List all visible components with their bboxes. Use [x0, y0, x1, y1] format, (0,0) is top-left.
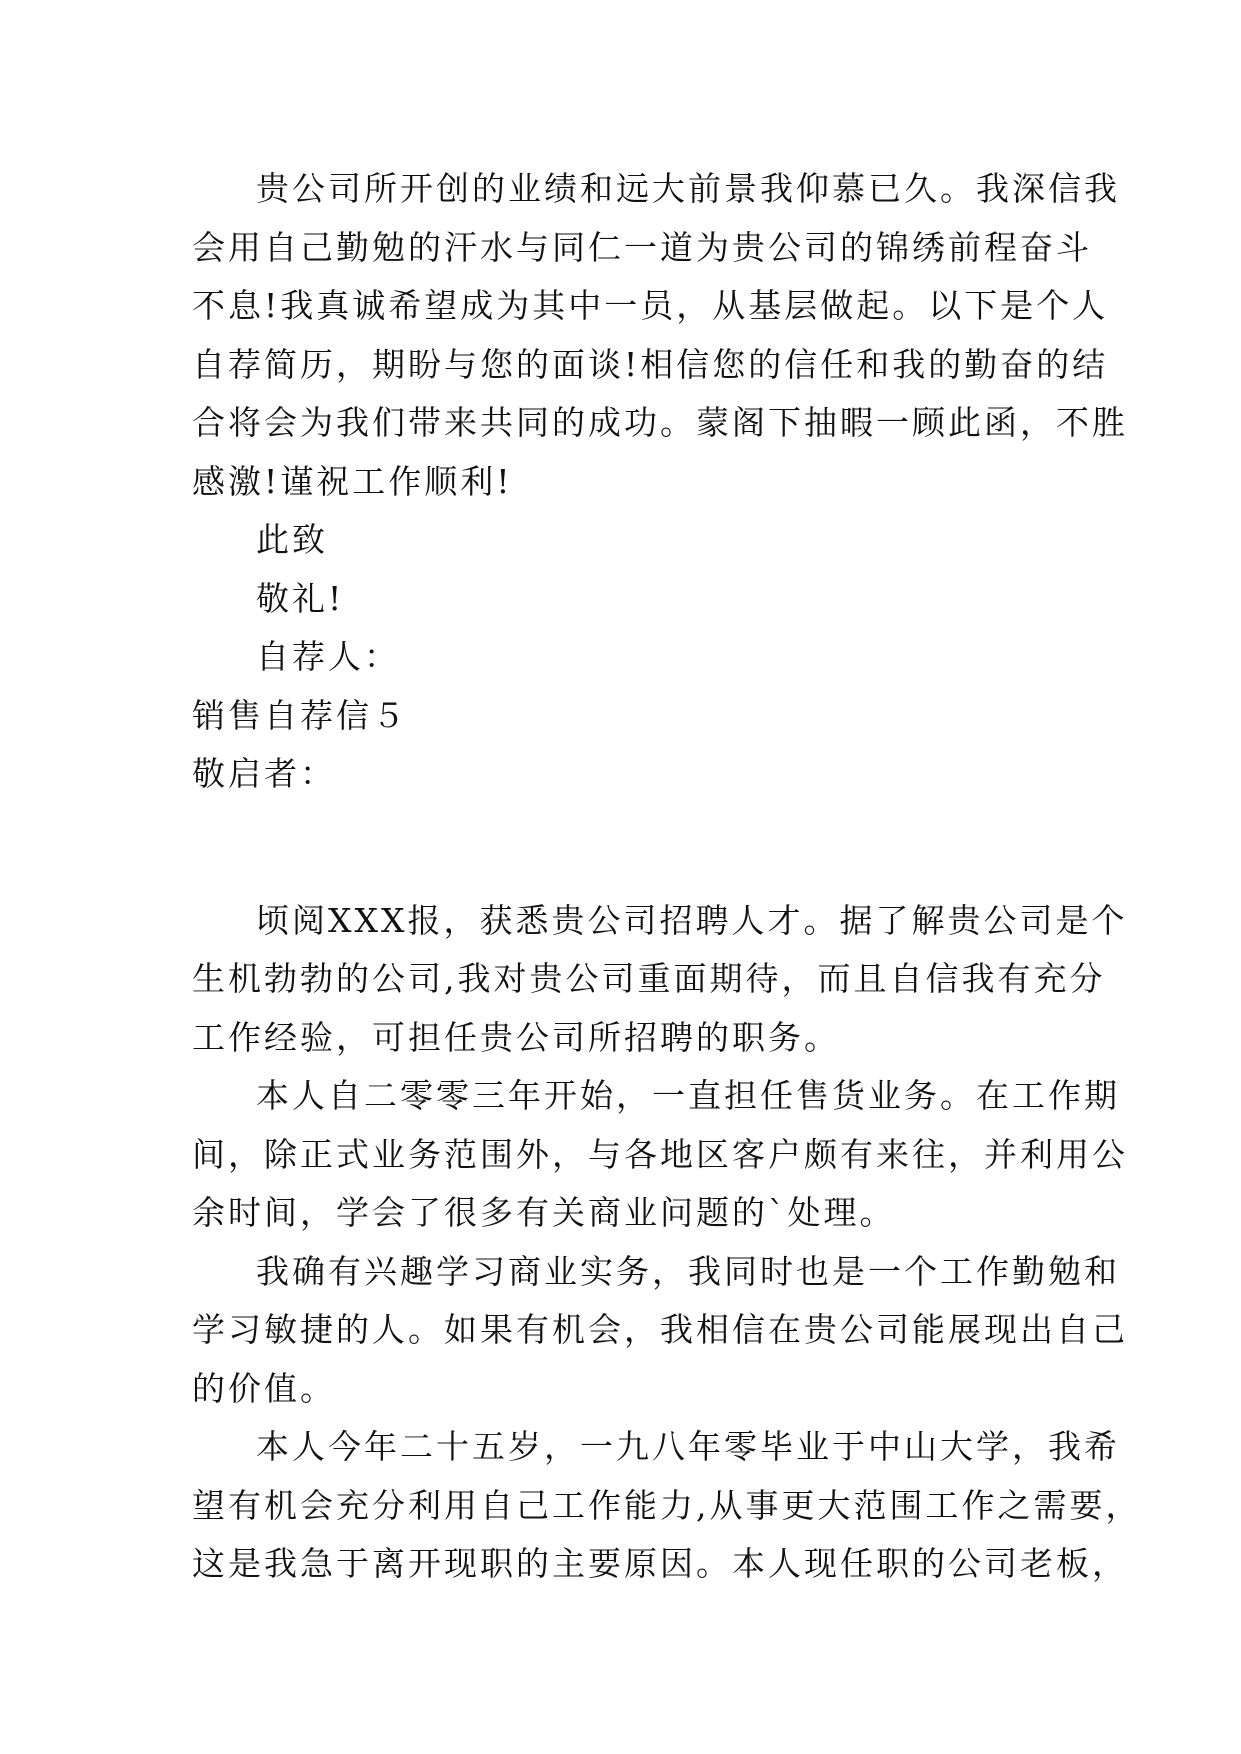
paragraph-line: 的价值。: [192, 1368, 336, 1408]
document-body: [192, 160, 1142, 1594]
paragraph-line: 本人今年二十五岁，一九八年零毕业于中山大学，我希: [256, 1427, 1120, 1466]
paragraph-line: 贵公司所开创的业绩和远大前景我仰慕已久。我深信我: [256, 169, 1120, 208]
paragraph-line: 合将会为我们带来共同的成功。蒙阁下抽暇一顾此函，不胜: [192, 403, 1128, 442]
paragraph-line: 感激!谨祝工作顺利!: [192, 461, 513, 501]
signature-line: 自荐人：: [256, 637, 400, 676]
paragraph-line: 顷阅XXX报，获悉贵公司招聘人才。据了解贵公司是个: [256, 900, 1128, 940]
paragraph-line: 我确有兴趣学习商业实务，我同时也是一个工作勤勉和: [256, 1251, 1120, 1291]
paragraph-line: 生机勃勃的公司,我对贵公司重面期待，而且自信我有充分: [192, 959, 1106, 998]
closing-line: 此致: [256, 520, 328, 559]
paragraph-line: 望有机会充分利用自己工作能力,从事更大范围工作之需要，: [192, 1485, 1142, 1525]
paragraph-line: 本人自二零零三年开始，一直担任售货业务。在工作期: [256, 1076, 1120, 1115]
paragraph-line: 学习敏捷的人。如果有机会，我相信在贵公司能展现出自己: [192, 1310, 1128, 1349]
paragraph-line: 自荐简历，期盼与您的面谈!相信您的信任和我的勤奋的结: [192, 344, 1109, 384]
paragraph-line: 工作经验，可担任贵公司所招聘的职务。: [192, 1017, 840, 1057]
salutation-line: 敬礼!: [256, 578, 345, 618]
paragraph-line: 余时间，学会了很多有关商业问题的`处理。: [192, 1193, 896, 1232]
section-title: 销售自荐信５: [192, 695, 408, 735]
greeting-line: 敬启者：: [192, 754, 336, 793]
paragraph-line: 这是我急于离开现职的主要原因。本人现任职的公司老板，: [192, 1544, 1128, 1583]
paragraph-gap: [192, 804, 1052, 892]
paragraph-line: 不息!我真诚希望成为其中一员，从基层做起。以下是个人: [192, 286, 1109, 325]
paragraph-line: 会用自己勤勉的汗水与同仁一道为贵公司的锦绣前程奋斗: [192, 227, 1092, 267]
paragraph-line: 间，除正式业务范围外，与各地区客户颇有来往，并利用公: [192, 1134, 1128, 1174]
